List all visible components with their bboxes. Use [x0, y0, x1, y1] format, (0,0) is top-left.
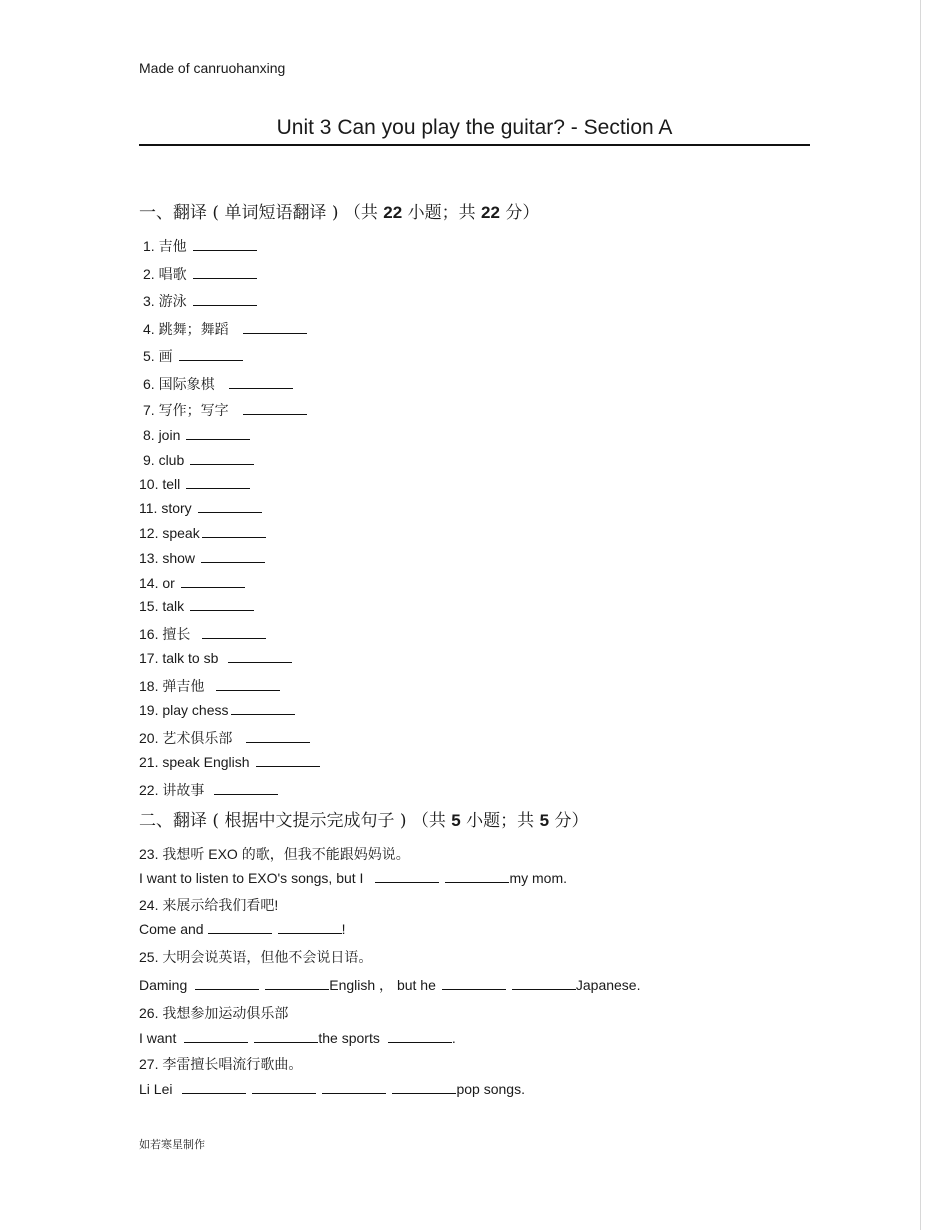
sentence-answer-line: Come and ! — [139, 921, 346, 937]
vocab-item: 2. 唱歌 — [143, 264, 257, 284]
sentence-prompt: 25. 大明会说英语，但他不会说日语。 — [139, 949, 373, 965]
section2-heading: 二、翻译 ( 根据中文提示完成句子 ) （共 5 小题；共 5 分） — [139, 811, 589, 831]
sentence-answer-line: Li Lei pop songs. — [139, 1081, 525, 1097]
sentence-prompt: 26. 我想参加运动俱乐部 — [139, 1005, 289, 1021]
vocab-item: 15. talk — [139, 598, 254, 614]
vocab-item: 8. join — [143, 427, 250, 443]
sentence-answer-line: I want the sports . — [139, 1030, 456, 1046]
vocab-item: 17. talk to sb — [139, 650, 292, 666]
answer-blank[interactable] — [193, 238, 257, 251]
vocab-item: 10. tell — [139, 476, 250, 492]
answer-blank[interactable] — [193, 266, 257, 279]
answer-blank[interactable] — [228, 650, 292, 663]
vocab-item: 7. 写作；写字 — [143, 400, 307, 420]
sentence-prompt: 24. 来展示给我们看吧! — [139, 897, 279, 913]
vocab-item: 3. 游泳 — [143, 291, 257, 311]
answer-blank[interactable] — [193, 293, 257, 306]
answer-blank[interactable] — [179, 348, 243, 361]
answer-blank[interactable] — [442, 977, 506, 990]
answer-blank[interactable] — [229, 376, 293, 389]
vocab-item: 12. speak — [139, 525, 266, 541]
vocab-item: 22. 讲故事 — [139, 780, 278, 800]
answer-blank[interactable] — [322, 1081, 386, 1094]
answer-blank[interactable] — [256, 754, 320, 767]
page-edge — [920, 0, 921, 1230]
vocab-item: 19. play chess — [139, 702, 295, 718]
vocab-item: 16. 擅长 — [139, 624, 266, 644]
vocab-item: 20. 艺术俱乐部 — [139, 728, 310, 748]
answer-blank[interactable] — [231, 702, 295, 715]
vocab-item: 21. speak English — [139, 754, 320, 770]
vocab-item: 5. 画 — [143, 346, 243, 366]
vocab-item: 13. show — [139, 550, 265, 566]
answer-blank[interactable] — [182, 1081, 246, 1094]
answer-blank[interactable] — [214, 782, 278, 795]
answer-blank[interactable] — [243, 321, 307, 334]
answer-blank[interactable] — [388, 1030, 452, 1043]
answer-blank[interactable] — [243, 402, 307, 415]
answer-blank[interactable] — [181, 575, 245, 588]
answer-blank[interactable] — [445, 870, 509, 883]
answer-blank[interactable] — [246, 730, 310, 743]
answer-blank[interactable] — [208, 921, 272, 934]
vocab-item: 9. club — [143, 452, 254, 468]
answer-blank[interactable] — [392, 1081, 456, 1094]
sentence-answer-line: Daming English ， but he Japanese. — [139, 977, 641, 993]
answer-blank[interactable] — [202, 525, 266, 538]
answer-blank[interactable] — [190, 452, 254, 465]
answer-blank[interactable] — [216, 678, 280, 691]
answer-blank[interactable] — [512, 977, 576, 990]
section1-heading: 一、翻译 ( 单词短语翻译 ) （共 22 小题；共 22 分） — [139, 203, 540, 223]
footer-note: 如若寒星制作 — [139, 1138, 205, 1151]
answer-blank[interactable] — [186, 476, 250, 489]
sentence-answer-line: I want to listen to EXO's songs, but I my mom. — [139, 870, 568, 886]
answer-blank[interactable] — [254, 1030, 318, 1043]
sentence-prompt: 23. 我想听 EXO 的歌，但我不能跟妈妈说。 — [139, 846, 410, 862]
vocab-item: 11. story — [139, 500, 262, 516]
vocab-item: 1. 吉他 — [143, 236, 257, 256]
answer-blank[interactable] — [195, 977, 259, 990]
answer-blank[interactable] — [278, 921, 342, 934]
vocab-item: 4. 跳舞；舞蹈 — [143, 319, 307, 339]
answer-blank[interactable] — [265, 977, 329, 990]
answer-blank[interactable] — [198, 500, 262, 513]
answer-blank[interactable] — [201, 550, 265, 563]
answer-blank[interactable] — [375, 870, 439, 883]
header-note: Made of canruohanxing — [139, 60, 286, 76]
answer-blank[interactable] — [202, 626, 266, 639]
answer-blank[interactable] — [252, 1081, 316, 1094]
answer-blank[interactable] — [190, 598, 254, 611]
answer-blank[interactable] — [184, 1030, 248, 1043]
answer-blank[interactable] — [186, 427, 250, 440]
vocab-item: 18. 弹吉他 — [139, 676, 280, 696]
vocab-item: 6. 国际象棋 — [143, 374, 293, 394]
vocab-item: 14. or — [139, 575, 245, 591]
page-title: Unit 3 Can you play the guitar? - Section A — [139, 116, 810, 146]
sentence-prompt: 27. 李雷擅长唱流行歌曲。 — [139, 1056, 303, 1072]
